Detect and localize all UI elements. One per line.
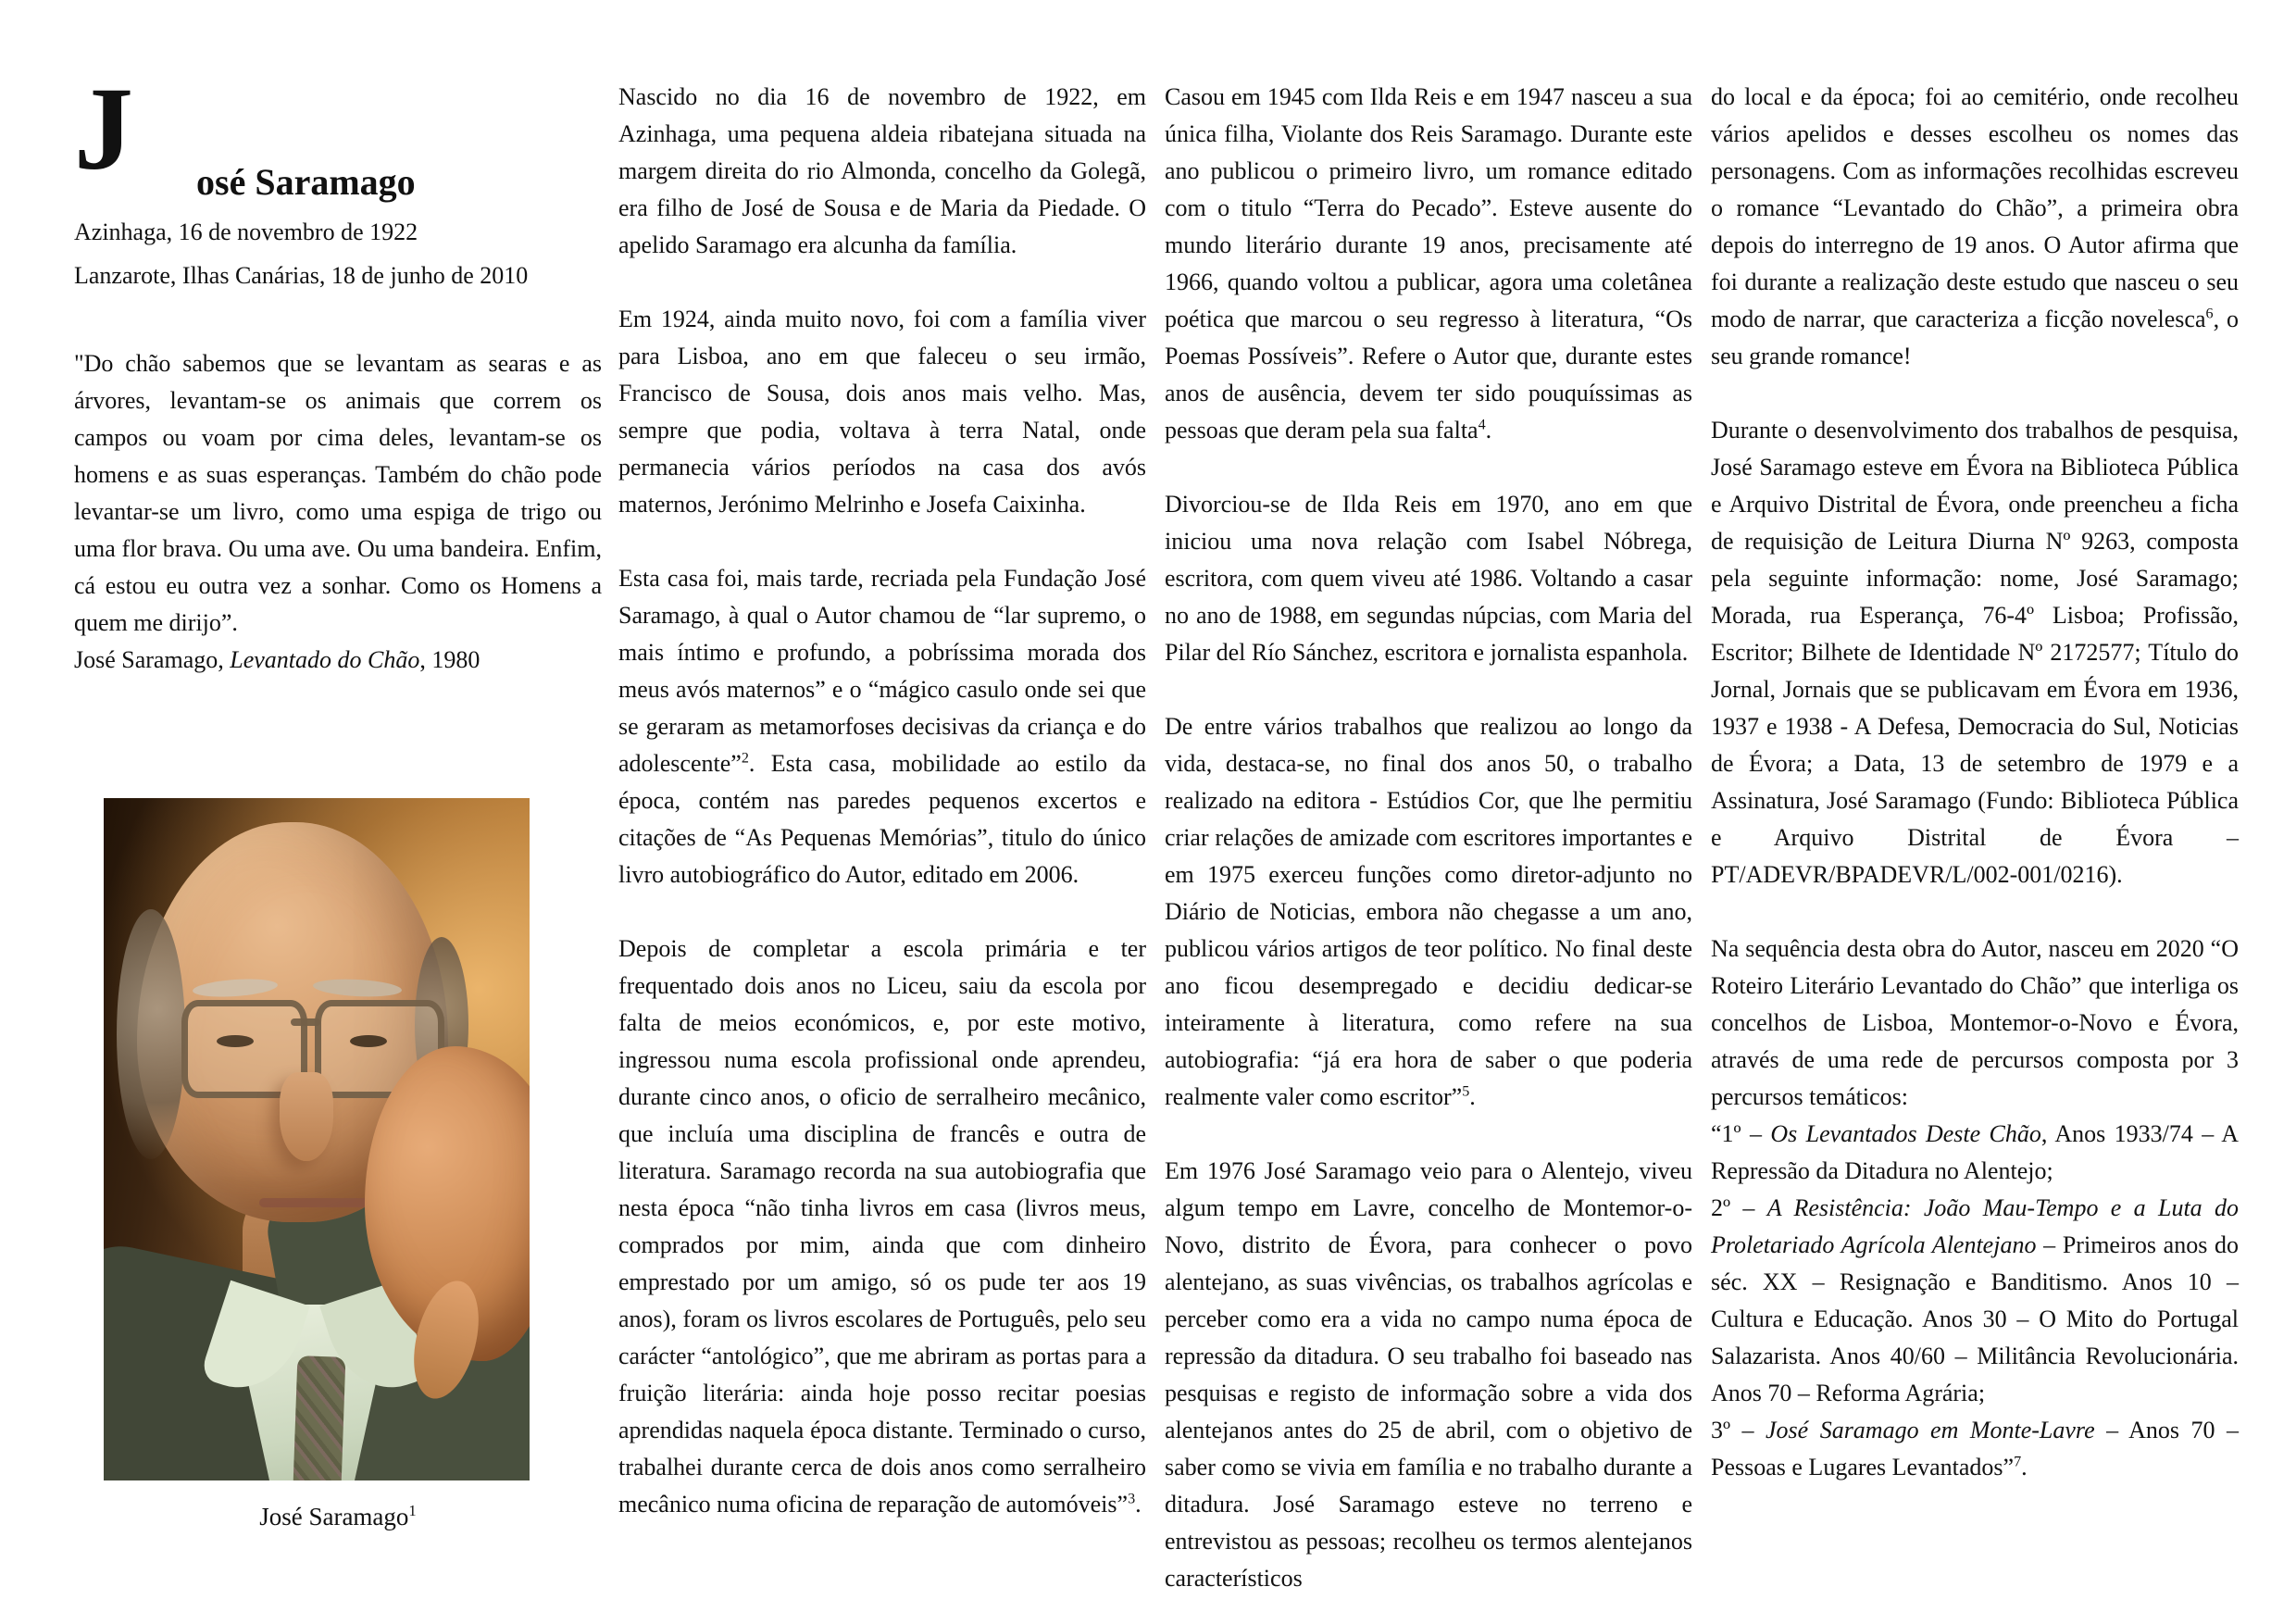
photo-caption: José Saramago$^1$ <box>259 1502 417 1530</box>
paragraph-percurso-2: 2º – A Resistência: João Mau-Tempo e a Luta do Proletariado Agrícola Alentejano – Primeiros anos do séc. XX – Resignação e Banditismo. Anos 10 – Cultura e Educação. Anos 30 – O Mito do Portugal Salazarista. Anos 40/60 – Militância Revolucionária. Anos 70 – Reforma Agrária; <box>1711 1194 2240 1406</box>
quote-text: "Do chão sabemos que se levantam as searas e as árvores, levantam-se os animais que correm os campos ou voam por cima deles, levantam-se os homens e as suas esperanças. Também do chão pode levantar-se um livro, como uma espiga de trigo ou uma flor brava. Ou uma ave. Ou uma bandeira. Enfim, cá estou eu outra vez a sonhar. Como os Homens a quem me dirijo”. <box>74 350 602 636</box>
paragraph-school-years: Depois de completar a escola primária e ter frequentado dois anos no Liceu, saiu da escola por falta de meios económicos, e, por este motivo, ingressou numa escola profissional onde aprendeu, durante cinco anos, o oficio de serralheiro mecânico, que incluía uma disciplina de francês e outra de literatura. Saramago recorda na sua autobiografia que nesta época “não tinha livros em casa (livros meus, comprados por mim, ainda que com dinheiro emprestado por um amigo, só os pude ter aos 19 anos), foram os livros escolares de Português, pelo seu carácter “antológico”, que me abriram as portas para a fruição literária: ainda hoje posso recitar poesias aprendidas naquela época distante. Terminado o curso, trabalhei durante cerca de dois anos como serralheiro mecânico numa oficina de reparação de automóveis”$^3$. <box>618 935 1146 1518</box>
photo-eye-left <box>217 1035 254 1047</box>
paragraph-editora-estudios-cor: De entre vários trabalhos que realizou ao longo da vida, destaca-se, no final dos anos 50, o trabalho realizado na editora - Estúdios Cor, que lhe permitiu criar relações de amizade com escritores importantes e em 1975 exerceu funções como diretor-adjunto no Diário de Noticias, embora não chegasse a um ano, publicou vários artigos de teor político. No final deste ano ficou desempregado e decidiu dedicar-se inteiramente à literatura, como refere na sua autobiografia: “já era hora de saber o que poderia realmente valer como escritor”$^5$. <box>1165 713 1692 1110</box>
jose-saramago-photo <box>104 798 530 1480</box>
death-line: Lanzarote, Ilhas Canárias, 18 de junho de 2010 <box>74 262 529 289</box>
paragraph-birthplace: Nascido no dia 16 de novembro de 1922, em Azinhaga, uma pequena aldeia ribatejana situada na margem direita do rio Almonda, concelho da Golegã, era filho de José de Sousa e de Maria da Piedade. O apelido Saramago era alcunha da família. <box>618 83 1146 258</box>
paragraph-percurso-3: 3º – José Saramago em Monte-Lavre – Anos 70 – Pessoas e Lugares Levantados”$^7$. <box>1711 1417 2240 1480</box>
column-2 <box>618 79 1146 1560</box>
drop-cap: J <box>74 63 133 194</box>
quote-block <box>74 345 602 679</box>
paragraph-levantado-do-chao: do local e da época; foi ao cemitério, onde recolheu vários apelidos e desses escolheu os nomes das personagens. Com as informações recolhidas escreveu o romance “Levantado do Chão”, a primeira obra depois do interregno de 19 anos. O Autor afirma que foi durante a realização deste estudo que nasceu o seu modo de narrar, que caracteriza a ficção novelesca$^6$, o seu grande romance! <box>1711 83 2240 369</box>
quote-attribution: José Saramago, Levantado do Chão, 1980 <box>74 646 480 673</box>
photo-eye-right <box>350 1035 387 1047</box>
column-3 <box>1165 79 1692 1624</box>
photo-nose <box>280 1072 333 1161</box>
paragraph-alentejo-1976: Em 1976 José Saramago veio para o Alentejo, viveu algum tempo em Lavre, concelho de Montemor-o-Novo, distrito de Évora, para conhecer o povo alentejano, as suas vivências, os trabalhos agrícolas e perceber como era a vida no campo numa época de repressão da ditadura. O seu trabalho foi baseado nas pesquisas e registo de informação sobre a vida dos alentejanos antes do 25 de abril, com o objetivo de saber como se vivia em família e no trabalho durante a ditadura. José Saramago esteve no terreno e entrevistou as pessoas; recolheu os termos alentejanos característicos <box>1165 1157 1692 1592</box>
photo-tie <box>293 1355 346 1480</box>
paragraph-divorce-relationships: Divorciou-se de Ilda Reis em 1970, ano em que iniciou uma nova relação com Isabel Nóbrega, escritora, com quem viveu até 1986. Voltando a casar no ano de 1988, em segundas núpcias, com Maria del Pilar del Río Sánchez, escritora e jornalista espanhola. <box>1165 491 1692 666</box>
column-4 <box>1711 79 2239 1486</box>
paragraph-grandparents-house: Esta casa foi, mais tarde, recriada pela Fundação José Saramago, à qual o Autor chamou de “lar supremo, o mais íntimo e profundo, a pobríssima morada dos meus avós maternos” e o “mágico casulo onde sei que se geraram as metamorfoses decisivas da criança e do adolescente”$^2$. Esta casa, mobilidade ao estilo da época, contém nas paredes pequenos excertos e citações de “As Pequenas Memórias”, titulo do único livro autobiográfico do Autor, editado em 2006. <box>618 565 1146 888</box>
paragraph-roteiro-literario: Na sequência desta obra do Autor, nasceu em 2020 “O Roteiro Literário Levantado do Chão” que interliga os concelhos de Lisboa, Montemor-o-Novo e Évora, através de uma rede de percursos composta por 3 percursos temáticos: <box>1711 935 2239 1110</box>
paragraph-marriage-first-book: Casou em 1945 com Ilda Reis e em 1947 nasceu a sua única filha, Violante dos Reis Saramago. Durante este ano publicou o primeiro livro, um romance editado com o titulo “Terra do Pecado”. Esteve ausente do mundo literário durante 19 anos, precisamente até 1966, quando voltou a publicar, agora uma coletânea poética que marcou o seu regresso à literatura, “Os Poemas Possíveis”. Refere o Autor que, durante estes anos de ausência, devem ter sido pouquíssimas as pessoas que deram pela sua falta$^4$. <box>1165 83 1692 443</box>
paragraph-percurso-1: “1º – Os Levantados Deste Chão, Anos 1933/74 – A Repressão da Ditadura no Alentejo; <box>1711 1120 2239 1184</box>
paragraph-move-to-lisbon: Em 1924, ainda muito novo, foi com a família viver para Lisboa, ano em que faleceu o seu irmão, Francisco de Sousa, dois anos mais velho. Mas, sempre que podia, voltava à terra Natal, onde permanecia vários períodos na casa dos avós maternos, Jerónimo Melrinho e Josefa Caixinha. <box>618 306 1146 518</box>
page-title: osé Saramago <box>196 161 416 203</box>
birth-line: Azinhaga, 16 de novembro de 1922 <box>74 219 418 245</box>
photo-glasses-bridge <box>291 1018 320 1026</box>
photo-hair-left <box>117 909 185 1159</box>
life-dates <box>74 210 528 297</box>
paragraph-evora-research: Durante o desenvolvimento dos trabalhos de pesquisa, José Saramago esteve em Évora na Biblioteca Pública e Arquivo Distrital de Évora, onde preencheu a ficha de requisição de Leitura Diurna Nº 9263, composta pela seguinte informação: nome, José Saramago; Morada, rua Esperança, 76-4º Lisboa; Profissão, Escritor; Bilhete de Identidade Nº 2172577; Título do Jornal, Jornais que se publicavam em Évora em 1936, 1937 e 1938 - A Defesa, Democracia do Sul, Noticias de Évora; a Data, 13 de setembro de 1979 e a Assinatura, José Saramago (Fundo: Biblioteca Pública e Arquivo Distrital de Évora – PT/ADEVR/BPADEVR/L/002-001/0216). <box>1711 417 2239 888</box>
column-masthead <box>74 63 602 1616</box>
photo-mouth <box>259 1198 368 1207</box>
